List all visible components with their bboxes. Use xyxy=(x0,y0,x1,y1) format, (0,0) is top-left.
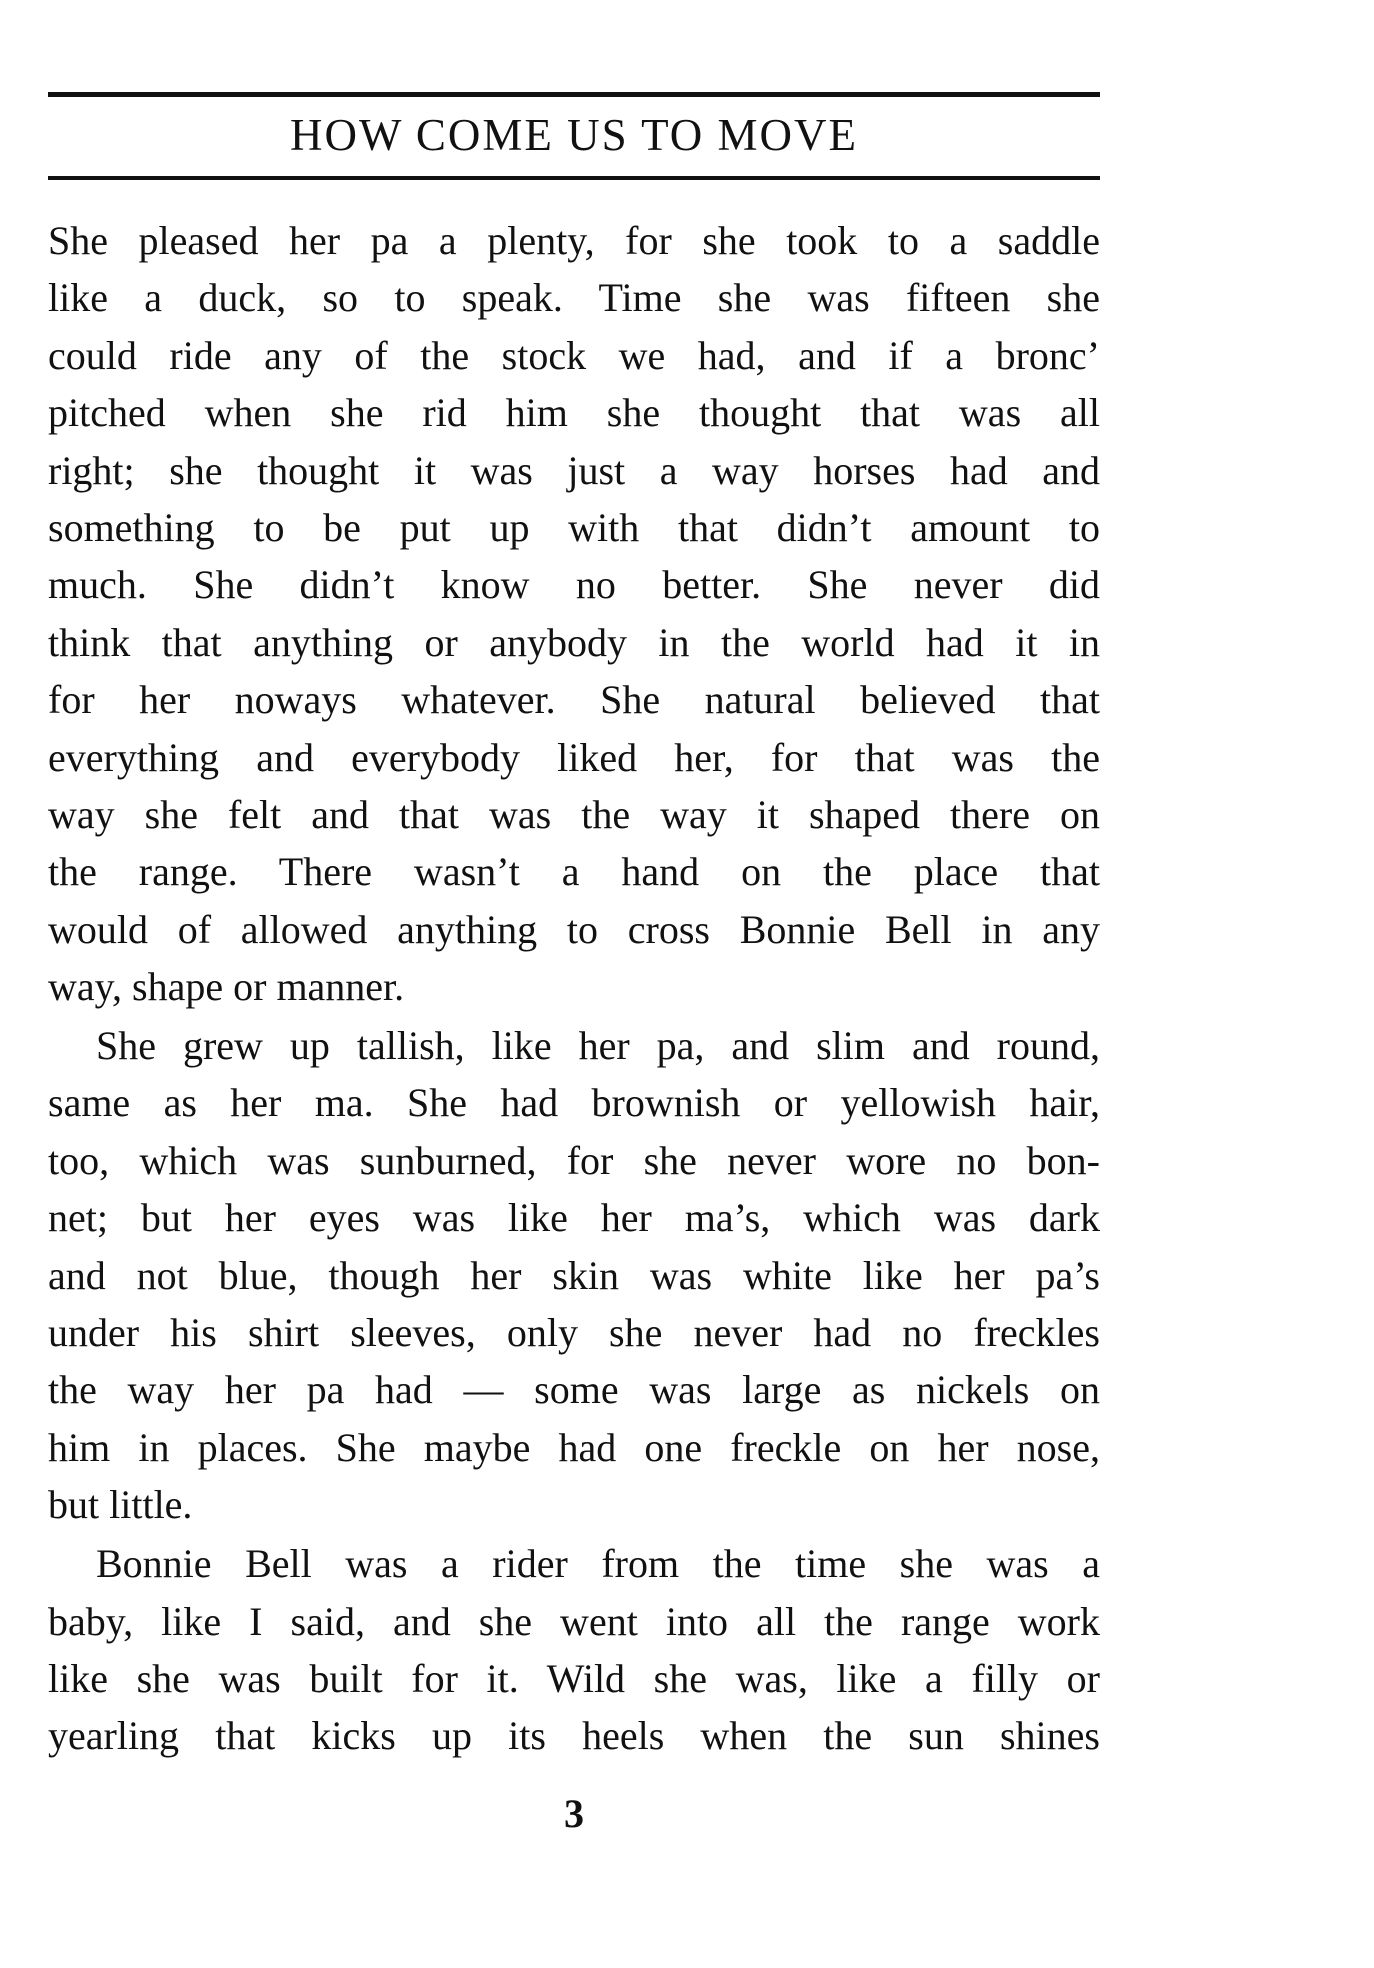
text-line: and not blue, though her skin was white like her pa’s xyxy=(48,1252,1100,1298)
text-line: could ride any of the stock we had, and if a bronc’ xyxy=(48,332,1100,378)
paragraph xyxy=(48,1535,1100,1765)
text-line: the range. There wasn’t a hand on the place that xyxy=(48,849,1100,895)
text-line: She pleased her pa a plenty, for she took to a saddle xyxy=(48,218,1100,263)
text-line: everything and everybody liked her, for that was the xyxy=(48,734,1100,780)
text-line: something to be put up with that didn’t amount to xyxy=(48,504,1100,550)
text-line: like a duck, so to speak. Time she was fifteen she xyxy=(48,275,1100,321)
text-line: would of allowed anything to cross Bonnie Bell in any xyxy=(48,906,1100,952)
text-line: net; but her eyes was like her ma’s, which was dark xyxy=(48,1195,1100,1241)
text-line: same as her ma. She had brownish or yellowish hair, xyxy=(48,1080,1100,1126)
text-line: Bonnie Bell was a rider from the time she was a xyxy=(96,1541,1100,1587)
text-line: him in places. She maybe had one freckle on her nose, xyxy=(48,1424,1100,1470)
paragraph xyxy=(48,212,1100,1015)
page-number: 3 xyxy=(564,1791,584,1836)
text-line: like she was built for it. Wild she was, like a filly or xyxy=(48,1655,1100,1701)
body-text xyxy=(48,212,1100,1765)
text-line: way, shape or manner. xyxy=(48,964,405,1010)
book-page xyxy=(48,0,1100,1968)
text-line: think that anything or anybody in the world had it in xyxy=(48,619,1100,665)
header-rule-top xyxy=(48,92,1100,97)
text-line: under his shirt sleeves, only she never had no freckles xyxy=(48,1310,1100,1356)
text-line: pitched when she rid him she thought that was all xyxy=(48,390,1100,436)
text-line: way she felt and that was the way it shaped there on xyxy=(48,791,1100,837)
running-head: HOW COME US TO MOVE xyxy=(289,110,859,160)
paragraph xyxy=(48,1017,1100,1534)
text-line: She grew up tallish, like her pa, and slim and round, xyxy=(96,1023,1100,1069)
text-line: the way her pa had — some was large as nickels on xyxy=(48,1367,1100,1413)
text-line: but little. xyxy=(48,1482,193,1528)
text-line: baby, like I said, and she went into all the range work xyxy=(48,1598,1100,1644)
text-line: for her noways whatever. She natural believed that xyxy=(48,677,1100,723)
text-line: right; she thought it was just a way horses had and xyxy=(48,447,1100,493)
header-rule-bottom xyxy=(48,176,1100,180)
text-line: too, which was sunburned, for she never wore no bon- xyxy=(48,1137,1100,1183)
text-line: much. She didn’t know no better. She never did xyxy=(48,562,1100,608)
text-line: yearling that kicks up its heels when the sun shines xyxy=(48,1713,1100,1759)
